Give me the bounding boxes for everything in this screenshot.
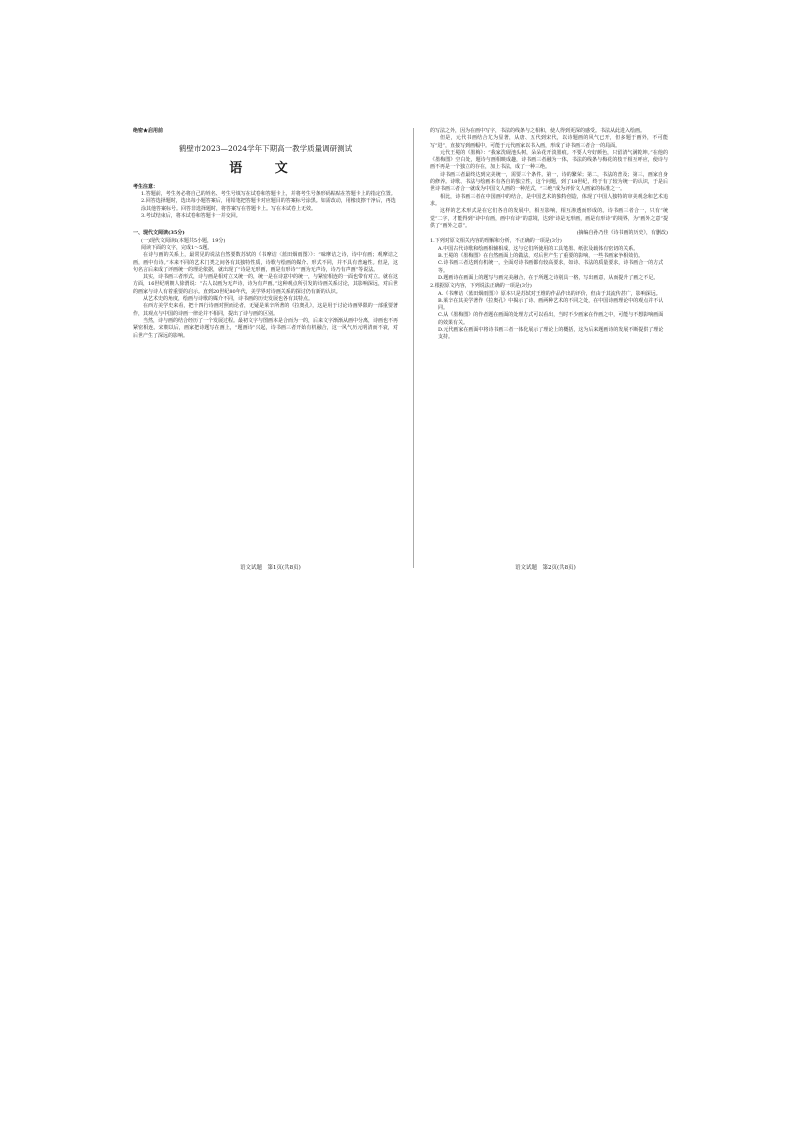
notice-item: 3.考试结束后，将本试卷和答题卡一并交回。	[141, 213, 241, 220]
option-c: C.从《墨梅图》的作者题在画面的处理方式可以看出，当时不少画家在作画之中，可能与不想影响画面的效果有关。	[438, 312, 664, 326]
source-note: (摘编自孙乃佳《诗书画的历史》，有删改)	[576, 230, 668, 237]
paragraph: 诗书画三者最终达到完美统一，需要三个条件。第一，诗的繁荣；第二，书法的普及；第三，画家自身的修养。诗歌、书法与绘画本有各自的独立性，这个问题，到了18世纪，终于有了较为统一的认识，于是后世诗书画三者合一就成为中国文人画的一种范式，“三绝”成为评价文人画家的标准之一。	[430, 171, 668, 193]
paragraph: 的写法之外，因为在画中写字，书法的线条与之相和，使人得到更深的感受。书法从此进入绘画。	[430, 128, 646, 134]
paragraph: 其实，诗书画三者形式，诗与画是相对立又统一的，统一是在诗意中的统一，与紧密相连的一面也带有对立。就在这方面，16世纪明朝人徐渭说：“古人以画为无声诗，诗为有声画。”这种观点所引发的诗画关系讨论，其影响深远，对后世的画家与诗人有着重要的启示。直到20世纪80年代，美学界对诗画关系的探讨仍有新的认识。	[133, 274, 399, 295]
subject-title: 语 文	[229, 160, 302, 176]
column-divider	[413, 128, 414, 568]
option-a: A.《书摩诘〈蓝田烟雨图〉》原本只是苏轼对王维的作品作出的评价，但由于其流传甚广，影响深远。	[438, 290, 661, 297]
question-1	[430, 238, 668, 282]
page-footer-right: 语文试题 第2页(共8页)	[515, 565, 576, 571]
paragraph: 在西方美学史来看，把十四行诗画对照而论者，无疑是莱辛所著的《拉奥孔》，这是用于讨论诗画界限的一部重要著作，其观点与中国的诗画一律论并不相同，提出了诗与画的区别。	[133, 303, 398, 317]
question-2	[430, 283, 668, 341]
notice-item: 1.答题前，考生务必将自己的姓名、考生号填写在试卷和答题卡上，并将考生号条形码粘贴在答题卡上的指定位置。	[141, 191, 396, 198]
paragraph: 在诗与画的关系上，最常见的说法自然要数苏轼的《书摩诘〈蓝田烟雨图〉》：“味摩诘之诗，诗中有画；观摩诘之画，画中有诗。”本来不同的艺术门类之间各有其独特性质，诗歌与绘画的媒介、形式不同，并不具有普遍性。但是，这句名言后来成了评画统一的理论依据，就出现了“诗是无形画，画是有形诗”“画为无声诗，诗乃有声画”等说法。	[133, 252, 398, 273]
left-column	[133, 128, 398, 340]
subsection-title: (一)现代文阅读Ⅰ(本题共5小题，19分)	[141, 237, 226, 244]
paragraph: 从艺术史的角度，绘画与诗歌的媒介不同，诗书画的历史发展也各有其特点。	[143, 296, 314, 303]
notice-list	[133, 191, 398, 220]
paragraph: 当然，诗与画的结合经历了一个发展过程。最初文字与图画本是合而为一的，后来文字渐渐从画中分离，诗画也不再紧密相连。宋朝以后，画家把诗题写在画上，“题画诗”兴起，诗书画三者开始有机融合，这一风气历元明清而不衰，对后世产生了深远的影响。	[133, 317, 399, 339]
paragraph: 这样的艺术形式是在它们各自的发展中，相互影响，相互渗透而形成的。诗书画三者合一，只有“统觉”二字，才能得到“诗中有画，画中有诗”的意境，达到“诗是无形画，画是有形诗”的境界，为“画外之意”提供了“画外之意”。	[430, 208, 668, 229]
question-stem: 2.根据原文内容，下列说法正确的一项是(3分)	[430, 283, 532, 290]
option-b: B.王冕的《墨梅图》在自然画面上的做法，对后世产生了重要的影响，一些书画家争相效仿。	[438, 253, 644, 260]
paragraph: 元代王冕的《墨梅》：“我家洗砚池头树，朵朵花开淡墨痕。不要人夸好颜色，只留清气满乾坤。”在他的《墨梅图》空白处，题诗与画相映成趣，诗书画三者融为一体，书法的线条与梅花的枝干相互呼应，使诗与画不再是一个独立的存在，加上书法，成了一种三绝。	[430, 149, 668, 171]
question-stem: 1.下列对原文相关内容的理解和分析，不正确的一项是(3分)	[430, 238, 562, 245]
exam-title: 鹤壁市2023—2024学年下期高一教学质量调研测试	[178, 144, 353, 154]
section-title: 一、现代文阅读(35分)	[133, 230, 185, 237]
option-d: D.题画诗在画面上的题写与画完美融合，在于所题之诗别具一格，写出画意，从而提升了画之不足。	[438, 274, 659, 281]
secret-label: 绝密★启用前	[133, 128, 164, 134]
option-a: A.中国古代诗歌和绘画相辅相成，这与它们所使用的工具笔墨、纸张及载体有密切的关系。	[438, 245, 639, 252]
page-footer-left: 语文试题 第1页(共8页)	[240, 565, 301, 571]
paragraph: 但是，元代书画结合尤为显著，从唐、五代到宋代，以诗题画的风气已开，但多题于画外，不可能写“进”，直接写到画幅中。可能于元代画家以书入画，形成了诗书画三者合一的局面。	[430, 135, 668, 149]
right-column	[430, 128, 668, 342]
paragraph: 相比，诗书画三者在中国画中的结合，是中国艺术的独特创造，体现了中国人独特的审美观念和艺术追求。	[430, 193, 668, 207]
option-d: D.元代画家在画面中将诗书画三者一体化展示了理论上的概括，这为后来题画诗的发展不断提供了理论支持。	[438, 327, 664, 341]
instruction: 阅读下面的文字，完成1～5题。	[141, 244, 213, 251]
notice-title: 考生注意：	[133, 183, 159, 190]
option-b: B.莱辛在其美学著作《拉奥孔》中揭示了诗、画两种艺术的不同之处，在中国诗画理论中的观点并不认同。	[438, 297, 664, 312]
notice-item: 2.回答选择题时，选出每小题答案后，用铅笔把答题卡对应题目的答案标号涂黑。如需改动，用橡皮擦干净后，再选涂其他答案标号。回答非选择题时，将答案写在答题卡上。写在本试卷上无效。	[141, 198, 396, 212]
option-c: C.诗书画三者达到有机统一，全面对诗书画都有较高要求，如诗、书法的质量要求，诗书画合一的方式等。	[438, 260, 664, 274]
